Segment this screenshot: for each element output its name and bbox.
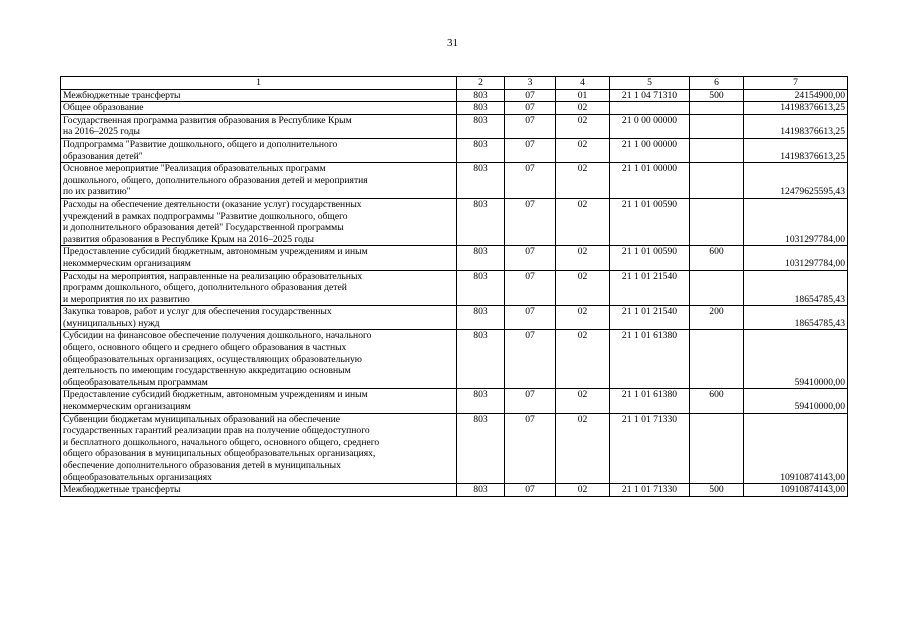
row-subsection: 02 bbox=[556, 270, 610, 306]
row-subsection: 02 bbox=[556, 330, 610, 389]
header-cell: 4 bbox=[556, 77, 610, 90]
row-amount: 12479625595,43 bbox=[744, 163, 848, 199]
row-ved: 803 bbox=[457, 484, 505, 497]
row-target-article bbox=[610, 102, 690, 115]
row-target-article: 21 1 04 71310 bbox=[610, 89, 690, 102]
row-section: 07 bbox=[505, 270, 556, 306]
row-expense-type: 600 bbox=[690, 246, 744, 270]
row-subsection: 02 bbox=[556, 114, 610, 138]
row-expense-type: 200 bbox=[690, 306, 744, 330]
row-name: Субвенции бюджетам муниципальных образований на обеспечение государственных гарантий реализации прав на получение общедоступного и бесплатного дошкольного, начального общего, основного общего, среднего общего образования в муниципальных общеобразовательных организациях, обеспечение дополнительного образования детей в муниципальных общеобразовательных организациях bbox=[61, 413, 457, 484]
row-target-article: 21 1 01 21540 bbox=[610, 270, 690, 306]
row-amount: 10910874143,00 bbox=[744, 484, 848, 497]
header-row bbox=[61, 77, 848, 90]
row-expense-type bbox=[690, 413, 744, 484]
header-cell: 2 bbox=[457, 77, 505, 90]
row-section: 07 bbox=[505, 163, 556, 199]
row-subsection: 02 bbox=[556, 484, 610, 497]
row-section: 07 bbox=[505, 114, 556, 138]
row-target-article: 21 1 01 00590 bbox=[610, 246, 690, 270]
table-row bbox=[61, 102, 848, 115]
row-subsection: 02 bbox=[556, 413, 610, 484]
row-expense-type bbox=[690, 102, 744, 115]
row-ved: 803 bbox=[457, 102, 505, 115]
row-name: Расходы на мероприятия, направленные на реализацию образовательных программ дошкольного, общего, дополнительного образования детей и мероприятия по их развитию bbox=[61, 270, 457, 306]
header-cell: 5 bbox=[610, 77, 690, 90]
row-ved: 803 bbox=[457, 198, 505, 245]
row-target-article: 21 1 01 71330 bbox=[610, 413, 690, 484]
row-section: 07 bbox=[505, 138, 556, 162]
row-subsection: 02 bbox=[556, 102, 610, 115]
table-row bbox=[61, 306, 848, 330]
row-name: Предоставление субсидий бюджетным, автономным учреждениям и иным некоммерческим организациям bbox=[61, 389, 457, 413]
table-row bbox=[61, 389, 848, 413]
table-row bbox=[61, 270, 848, 306]
row-ved: 803 bbox=[457, 163, 505, 199]
row-expense-type bbox=[690, 114, 744, 138]
row-section: 07 bbox=[505, 198, 556, 245]
row-name: Межбюджетные трансферты bbox=[61, 89, 457, 102]
table-row bbox=[61, 198, 848, 245]
page-number: 31 bbox=[447, 37, 458, 49]
row-expense-type: 500 bbox=[690, 89, 744, 102]
row-amount: 1031297784,00 bbox=[744, 198, 848, 245]
row-ved: 803 bbox=[457, 270, 505, 306]
row-name: Межбюджетные трансферты bbox=[61, 484, 457, 497]
table-row bbox=[61, 138, 848, 162]
row-amount: 14198376613,25 bbox=[744, 102, 848, 115]
row-subsection: 02 bbox=[556, 138, 610, 162]
row-subsection: 02 bbox=[556, 389, 610, 413]
row-target-article: 21 0 00 00000 bbox=[610, 114, 690, 138]
header-cell: 7 bbox=[744, 77, 848, 90]
header-cell: 6 bbox=[690, 77, 744, 90]
budget-table bbox=[60, 76, 848, 497]
row-ved: 803 bbox=[457, 89, 505, 102]
row-name: Предоставление субсидий бюджетным, автономным учреждениям и иным некоммерческим организациям bbox=[61, 246, 457, 270]
row-expense-type bbox=[690, 270, 744, 306]
row-name: Расходы на обеспечение деятельности (оказание услуг) государственных учреждений в рамках подпрограммы "Развитие дошкольного, общего и дополнительного образования детей" Государственной программы развития образования в Республике Крым на 2016–2025 годы bbox=[61, 198, 457, 245]
row-target-article: 21 1 01 21540 bbox=[610, 306, 690, 330]
row-name: Основное мероприятие "Реализация образовательных программ дошкольного, общего, дополнительного образования детей и мероприятия по их развитию" bbox=[61, 163, 457, 199]
row-target-article: 21 1 01 61380 bbox=[610, 330, 690, 389]
row-subsection: 02 bbox=[556, 246, 610, 270]
header-cell: 1 bbox=[61, 77, 457, 90]
table-row bbox=[61, 413, 848, 484]
row-ved: 803 bbox=[457, 306, 505, 330]
row-target-article: 21 1 01 61380 bbox=[610, 389, 690, 413]
row-target-article: 21 1 01 71330 bbox=[610, 484, 690, 497]
row-name: Закупка товаров, работ и услуг для обеспечения государственных (муниципальных) нужд bbox=[61, 306, 457, 330]
row-expense-type bbox=[690, 330, 744, 389]
row-name: Подпрограмма "Развитие дошкольного, общего и дополнительного образования детей" bbox=[61, 138, 457, 162]
row-target-article: 21 1 01 00590 bbox=[610, 198, 690, 245]
row-ved: 803 bbox=[457, 389, 505, 413]
row-ved: 803 bbox=[457, 246, 505, 270]
row-section: 07 bbox=[505, 89, 556, 102]
row-amount: 59410000,00 bbox=[744, 389, 848, 413]
row-ved: 803 bbox=[457, 330, 505, 389]
row-expense-type bbox=[690, 138, 744, 162]
row-section: 07 bbox=[505, 330, 556, 389]
row-ved: 803 bbox=[457, 138, 505, 162]
row-section: 07 bbox=[505, 246, 556, 270]
row-amount: 14198376613,25 bbox=[744, 138, 848, 162]
row-amount: 10910874143,00 bbox=[744, 413, 848, 484]
table-row bbox=[61, 114, 848, 138]
row-subsection: 02 bbox=[556, 163, 610, 199]
row-section: 07 bbox=[505, 413, 556, 484]
row-expense-type bbox=[690, 198, 744, 245]
row-amount: 18654785,43 bbox=[744, 270, 848, 306]
row-subsection: 02 bbox=[556, 306, 610, 330]
row-name: Субсидии на финансовое обеспечение получения дошкольного, начального общего, основного общего и среднего общего образования в частных общеобразовательных организациях, осуществляющих образовательную деятельность по имеющим государственную аккредитацию основным общеобразовательным программам bbox=[61, 330, 457, 389]
row-target-article: 21 1 01 00000 bbox=[610, 163, 690, 199]
row-amount: 59410000,00 bbox=[744, 330, 848, 389]
row-section: 07 bbox=[505, 484, 556, 497]
table-row bbox=[61, 246, 848, 270]
row-section: 07 bbox=[505, 389, 556, 413]
row-subsection: 01 bbox=[556, 89, 610, 102]
row-amount: 1031297784,00 bbox=[744, 246, 848, 270]
row-name: Общее образование bbox=[61, 102, 457, 115]
table-row bbox=[61, 89, 848, 102]
header-cell: 3 bbox=[505, 77, 556, 90]
row-expense-type: 500 bbox=[690, 484, 744, 497]
table-row bbox=[61, 484, 848, 497]
row-expense-type: 600 bbox=[690, 389, 744, 413]
row-amount: 24154900,00 bbox=[744, 89, 848, 102]
row-section: 07 bbox=[505, 102, 556, 115]
row-ved: 803 bbox=[457, 114, 505, 138]
row-name: Государственная программа развития образования в Республике Крым на 2016–2025 годы bbox=[61, 114, 457, 138]
row-subsection: 02 bbox=[556, 198, 610, 245]
row-amount: 18654785,43 bbox=[744, 306, 848, 330]
row-amount: 14198376613,25 bbox=[744, 114, 848, 138]
table-row bbox=[61, 163, 848, 199]
row-target-article: 21 1 00 00000 bbox=[610, 138, 690, 162]
table-row bbox=[61, 330, 848, 389]
row-section: 07 bbox=[505, 306, 556, 330]
row-expense-type bbox=[690, 163, 744, 199]
row-ved: 803 bbox=[457, 413, 505, 484]
